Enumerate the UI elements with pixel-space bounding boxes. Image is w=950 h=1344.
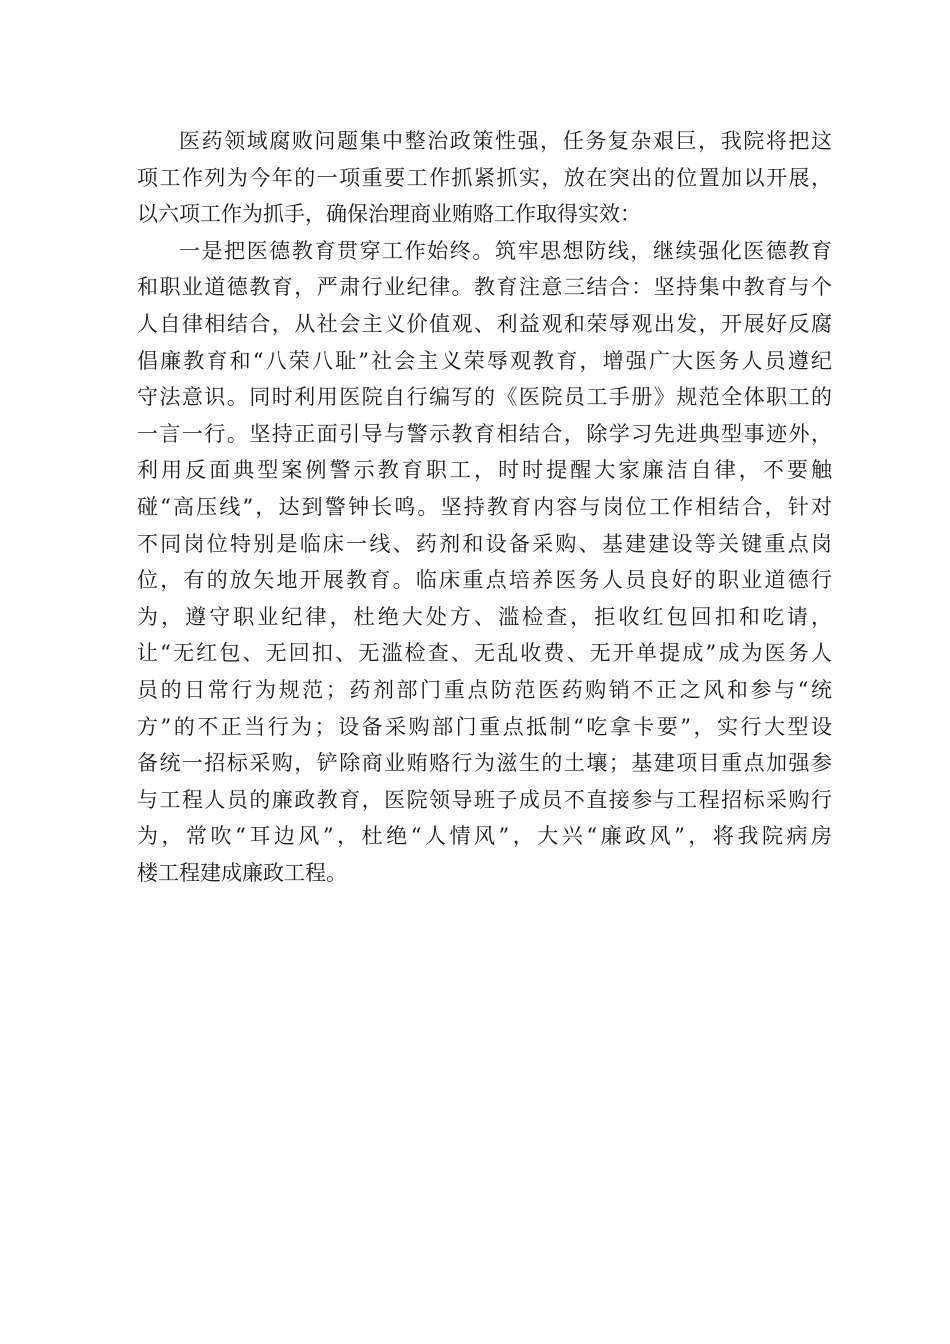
paragraph-2-line-4: 倡廉教育和“八荣八耻”社会主义荣辱观教育，增强广大医务人员遵纪	[137, 348, 832, 373]
paragraph-2-line-2: 和职业道德教育，严肃行业纪律。教育注意三结合：坚持集中教育与个	[137, 275, 832, 300]
paragraph-2-line-17: 为，常吹“耳边风”，杜绝“人情风”，大兴“廉政风”，将我院病房	[137, 824, 832, 849]
paragraph-2-line-9: 不同岗位特别是临床一线、药剂和设备采购、基建建设等关键重点岗	[137, 531, 832, 556]
paragraph-2-line-3: 人自律相结合，从社会主义价值观、利益观和荣辱观出发，开展好反腐	[137, 311, 832, 336]
paragraph-2-line-10: 位，有的放矢地开展教育。临床重点培养医务人员良好的职业道德行	[137, 568, 832, 593]
paragraph-1-line-1: 医药领域腐败问题集中整治政策性强，任务复杂艰巨，我院将把这	[179, 129, 832, 153]
paragraph-2-line-1: 一是把医德教育贯穿工作始终。筑牢思想防线，继续强化医德教育	[179, 238, 832, 263]
paragraph-2-line-16: 与工程人员的廉政教育，医院领导班子成员不直接参与工程招标采购行	[137, 787, 832, 812]
paragraph-2-line-14: 方”的不正当行为；设备采购部门重点抵制“吃拿卡要”，实行大型设	[137, 714, 832, 739]
paragraph-2-line-15: 备统一招标采购，铲除商业贿赂行为滋生的土壤；基建项目重点加强参	[137, 751, 832, 776]
paragraph-2-line-8: 碰“高压线”，达到警钟长鸣。坚持教育内容与岗位工作相结合，针对	[137, 494, 832, 519]
document-body	[137, 123, 832, 891]
paragraph-1-line-2: 项工作列为今年的一项重要工作抓紧抓实，放在突出的位置加以开展，	[137, 165, 832, 190]
paragraph-2-line-12: 让“无红包、无回扣、无滥检查、无乱收费、无开单提成”成为医务人	[137, 641, 832, 666]
paragraph-2-line-5: 守法意识。同时利用医院自行编写的《医院员工手册》规范全体职工的	[137, 385, 832, 410]
paragraph-2-line-7: 利用反面典型案例警示教育职工，时时提醒大家廉洁自律，不要触	[137, 458, 832, 483]
paragraph-2-line-11: 为，遵守职业纪律，杜绝大处方、滥检查，拒收红包回扣和吃请，	[137, 604, 832, 629]
paragraph-2-line-6: 一言一行。坚持正面引导与警示教育相结合，除学习先进典型事迹外，	[137, 421, 832, 446]
paragraph-1-line-3: 以六项工作为抓手，确保治理商业贿赂工作取得实效：	[137, 202, 641, 227]
paragraph-2-line-13: 员的日常行为规范；药剂部门重点防范医药购销不正之风和参与“统	[137, 677, 832, 702]
paragraph-2-line-18: 楼工程建成廉政工程。	[137, 860, 347, 885]
